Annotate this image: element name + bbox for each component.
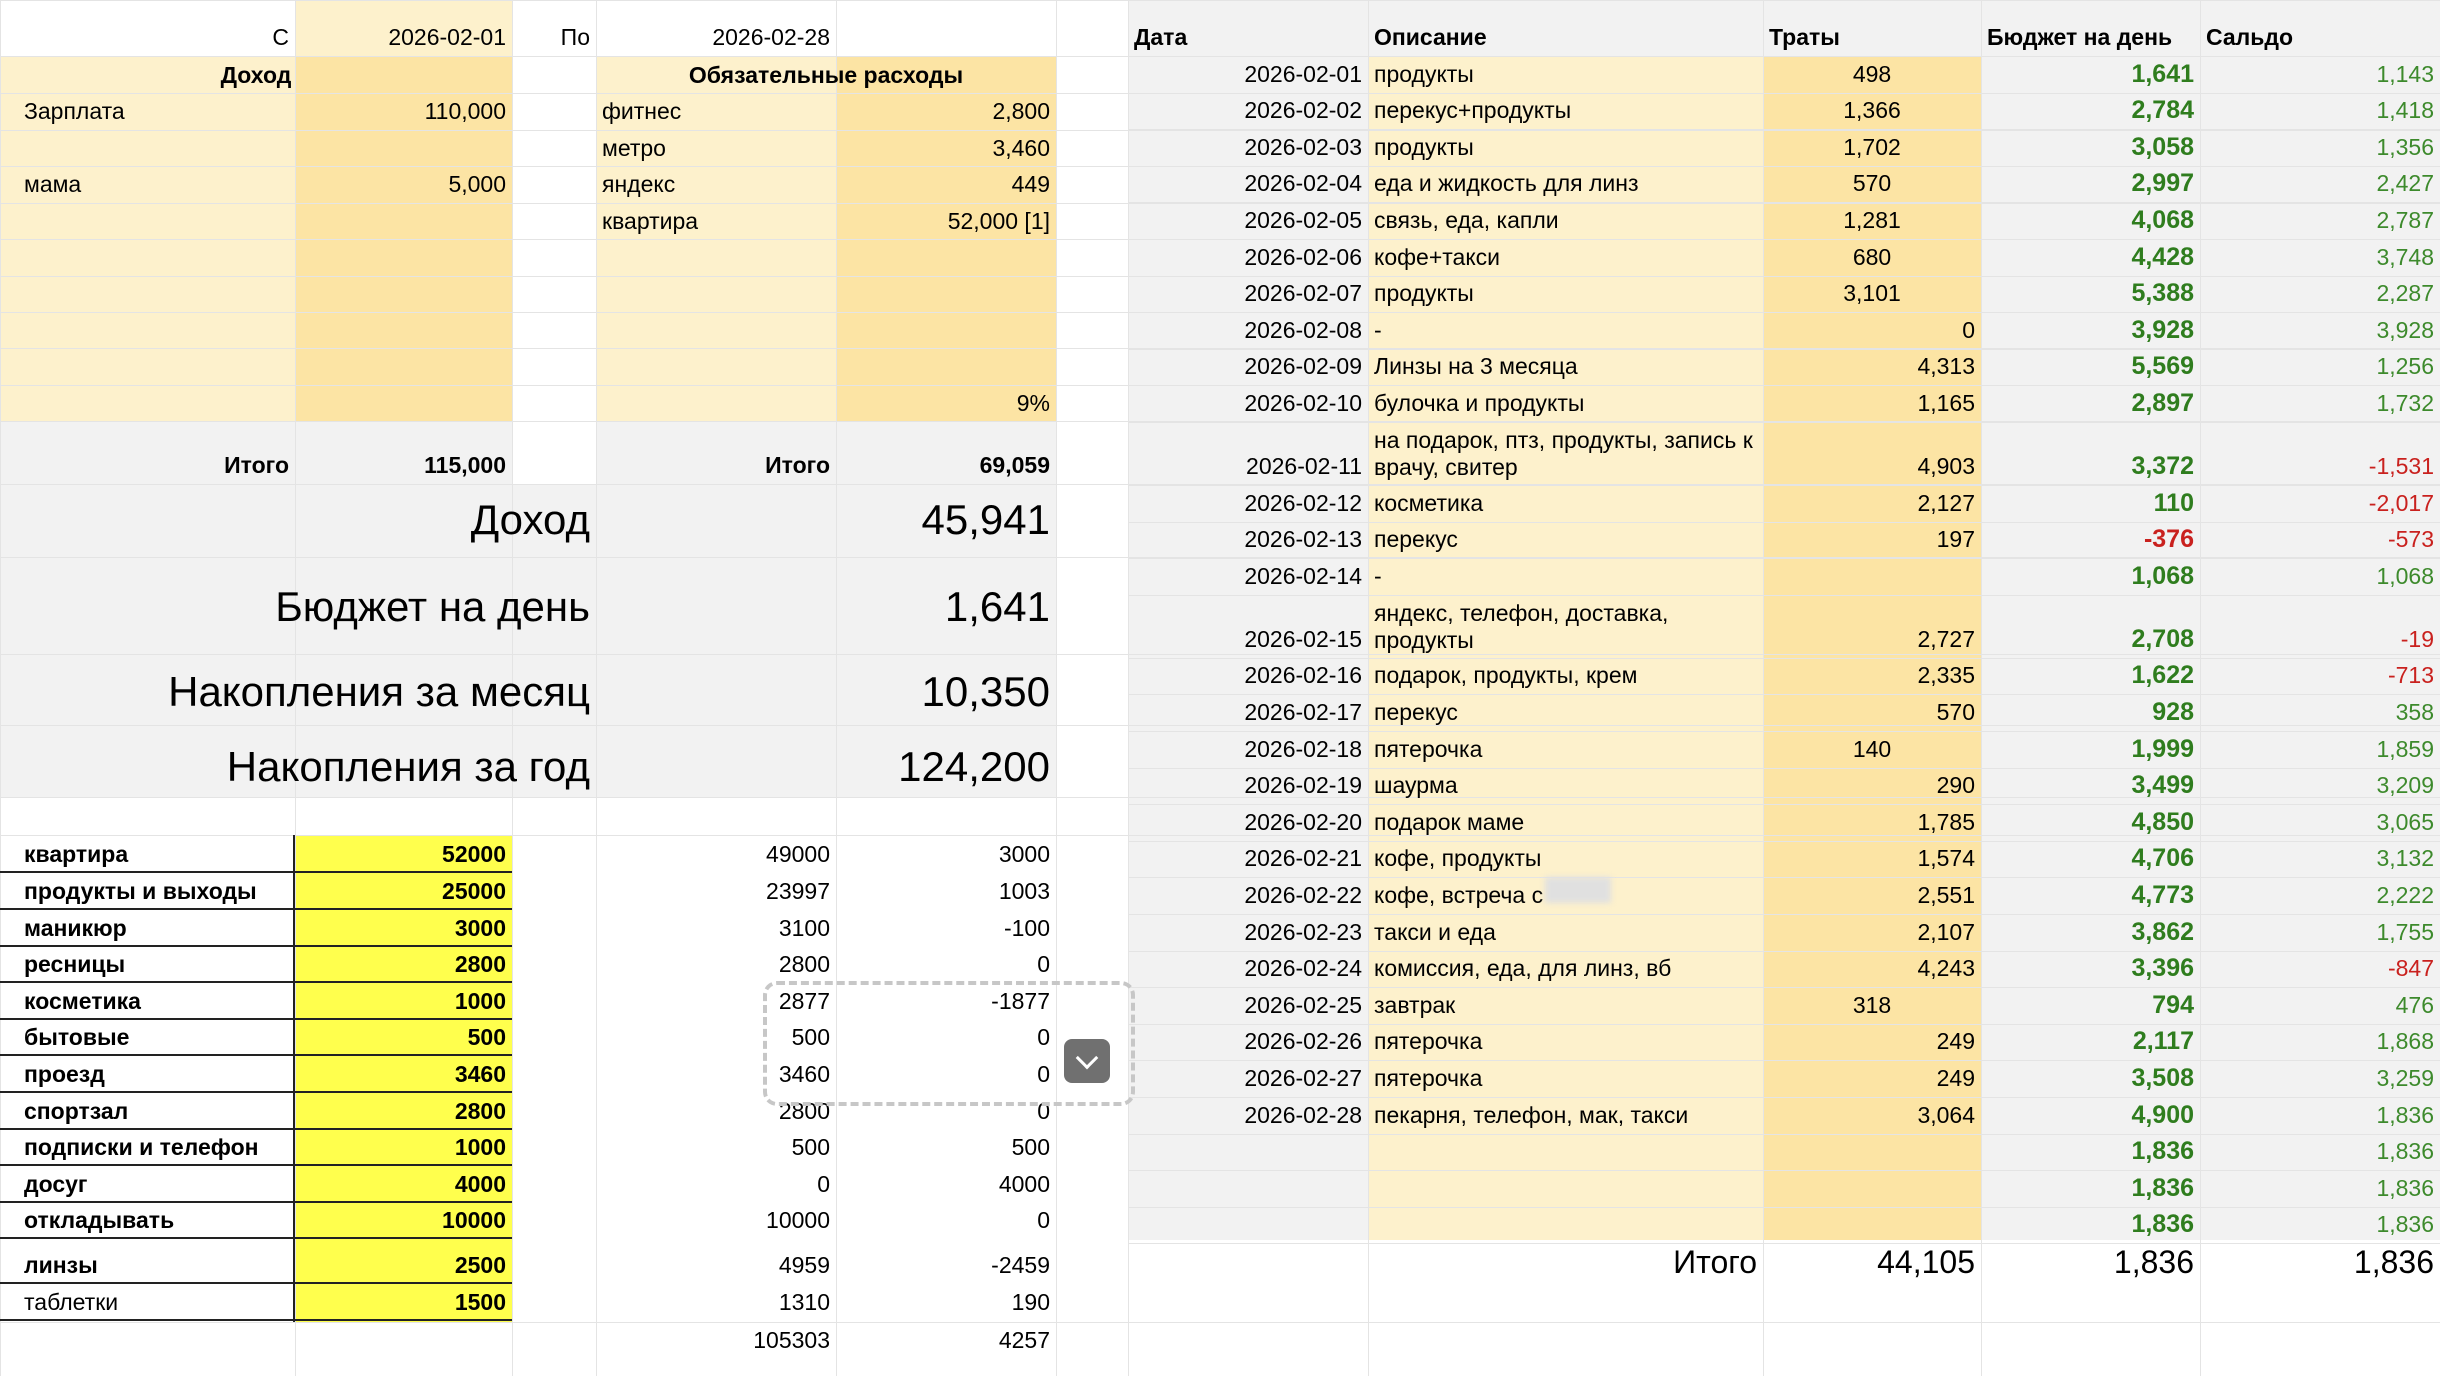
log-balance-cell[interactable]: 2,222 [2376,882,2434,908]
log-budget-cell[interactable]: 2,784 [2131,96,2194,125]
log-date-cell[interactable]: 2026-02-16 [1244,662,1362,689]
log-balance-cell[interactable]: 2,427 [2376,170,2434,197]
category-left-cell[interactable]: -100 [1003,915,1050,941]
log-balance-cell[interactable]: 2,787 [2376,207,2434,233]
log-desc-cell[interactable]: пятерочка [1374,1028,1483,1055]
expenses-percent-cell: 9% [1016,390,1050,416]
log-spent-cell[interactable] [1763,558,1981,594]
log-date-cell[interactable]: 2026-02-23 [1244,918,1362,945]
log-budget-cell[interactable]: 1,836 [2131,1173,2194,1202]
category-spent-cell[interactable]: 10000 [766,1207,830,1233]
log-date-cell[interactable]: 2026-02-25 [1244,991,1362,1018]
category-left-cell[interactable]: 3000 [998,841,1050,867]
category-left-cell[interactable]: 4000 [998,1171,1050,1197]
log-budget-cell[interactable]: 3,396 [2131,954,2194,983]
category-left-cell[interactable]: 500 [1011,1134,1050,1160]
log-budget-cell[interactable]: 4,428 [2131,242,2194,271]
log-date-cell[interactable]: 2026-02-04 [1244,170,1362,197]
income-value-cell[interactable]: 110,000 [424,98,506,124]
category-spent-cell[interactable]: 1310 [778,1289,830,1315]
log-balance-cell[interactable]: 1,356 [2376,133,2434,160]
log-balance-cell[interactable]: -19 [2400,625,2434,652]
category-spent-cell[interactable]: 3460 [778,1061,830,1087]
category-left-cell[interactable]: 1003 [998,878,1050,904]
log-spent-cell[interactable]: 4,903 [1917,453,1975,479]
expense-name-cell[interactable]: метро [602,135,666,161]
log-date-cell[interactable]: 2026-02-15 [1244,625,1362,652]
log-date-cell[interactable]: 2026-02-17 [1244,699,1362,725]
category-budget-cell[interactable]: 3000 [454,915,506,941]
log-desc-cell[interactable]: пятерочка [1374,735,1483,762]
log-budget-cell[interactable]: 3,372 [2131,452,2194,480]
log-date-cell[interactable]: 2026-02-19 [1244,772,1362,799]
log-budget-cell[interactable]: 3,508 [2131,1064,2194,1092]
category-name-cell[interactable]: подписки и телефон [24,1134,259,1160]
log-spent-cell[interactable]: 3,101 [1843,280,1901,307]
log-header-date: Дата [1134,24,1188,50]
log-date-cell[interactable]: 2026-02-09 [1244,353,1362,380]
log-date-cell[interactable] [1128,1170,1368,1206]
log-spent-cell[interactable]: 2,727 [1917,625,1975,652]
summary-label: Бюджет на день [275,583,590,630]
log-spent-cell[interactable]: 140 [1852,735,1892,762]
category-spent-cell[interactable]: 49000 [766,841,830,867]
log-desc-cell[interactable]: булочка и продукты [1374,390,1585,416]
categories-total-spent: 105303 [753,1327,830,1353]
log-spent-cell[interactable]: 1,785 [1917,808,1975,835]
log-total-label: Итого [1673,1244,1757,1280]
log-desc-cell[interactable]: подарок маме [1374,808,1525,835]
income-total-label: Итого [224,452,289,478]
log-balance-cell[interactable]: 1,868 [2376,1028,2434,1055]
category-name-cell[interactable]: продукты и выходы [24,878,257,904]
category-name-cell[interactable]: таблетки [24,1289,119,1315]
log-desc-cell[interactable]: связь, еда, капли [1374,207,1559,233]
log-budget-cell[interactable]: 1,068 [2131,561,2194,590]
log-spent-cell[interactable]: 0 [1962,316,1975,343]
log-spent-cell[interactable]: 4,313 [1917,353,1975,380]
category-name-cell[interactable]: откладывать [24,1207,175,1233]
log-balance-cell[interactable]: 1,143 [2376,60,2434,87]
log-spent-cell[interactable]: 318 [1852,991,1892,1018]
log-desc-cell[interactable]: такси и еда [1374,918,1496,945]
log-date-cell[interactable]: 2026-02-26 [1244,1028,1362,1055]
log-desc-cell[interactable]: продукты [1374,280,1474,307]
log-budget-cell[interactable]: 3,928 [2131,315,2194,344]
log-budget-cell[interactable]: 2,897 [2131,389,2194,417]
from-date-cell[interactable]: 2026-02-01 [388,24,506,50]
log-budget-cell[interactable]: 4,900 [2131,1100,2194,1129]
log-date-cell[interactable] [1128,1206,1368,1242]
dropdown-chevron-icon[interactable] [1064,1039,1110,1083]
log-date-cell[interactable]: 2026-02-18 [1244,735,1362,762]
category-spent-cell[interactable]: 4959 [778,1252,830,1278]
grid-row-line [0,0,2440,1]
log-desc-cell[interactable]: перекус+продукты [1374,97,1572,124]
log-balance-cell[interactable]: 1,836 [2376,1174,2434,1201]
log-spent-cell[interactable]: 1,574 [1917,845,1975,872]
log-spent-cell[interactable]: 4,243 [1917,955,1975,982]
log-balance-cell[interactable]: -2,017 [2368,489,2434,516]
category-spent-cell[interactable]: 2800 [778,951,830,977]
category-budget-cell[interactable]: 1000 [454,1134,506,1160]
log-budget-cell[interactable]: 4,850 [2131,807,2194,836]
log-budget-cell[interactable]: 1,999 [2131,734,2194,763]
category-name-cell[interactable]: спортзал [24,1098,129,1124]
category-spent-cell[interactable]: 0 [817,1171,830,1197]
category-left-cell[interactable]: 190 [1011,1289,1050,1315]
log-header-balance: Сальдо [2206,24,2294,50]
log-desc-cell[interactable]: Линзы на 3 месяца [1374,353,1578,380]
category-budget-cell[interactable]: 500 [467,1024,506,1050]
log-date-cell[interactable]: 2026-02-10 [1244,390,1362,416]
log-desc-cell[interactable]: кофе+такси [1374,243,1500,270]
log-balance-cell[interactable]: 3,259 [2376,1065,2434,1091]
log-budget-cell[interactable]: 1,836 [2131,1210,2194,1239]
log-budget-cell[interactable]: 5,569 [2131,352,2194,381]
income-name-cell[interactable]: Зарплата [24,98,125,124]
log-date-cell[interactable]: 2026-02-03 [1244,133,1362,160]
income-value-cell[interactable]: 5,000 [448,171,506,197]
income-header: Доход [220,62,292,88]
log-spent-cell[interactable]: 249 [1936,1065,1975,1091]
log-balance-cell[interactable]: 1,859 [2376,735,2434,762]
category-name-cell[interactable]: досуг [24,1171,88,1197]
category-budget-cell[interactable]: 2500 [454,1252,506,1278]
category-budget-cell[interactable]: 2800 [454,951,506,977]
category-name-cell[interactable]: ресницы [24,951,126,977]
log-spent-cell[interactable] [1763,1133,1981,1169]
log-balance-cell[interactable]: 1,836 [2376,1138,2434,1165]
category-budget-cell[interactable]: 10000 [442,1207,506,1233]
category-left-cell[interactable]: 0 [1037,1024,1050,1050]
category-left-cell[interactable]: -1877 [991,988,1050,1014]
to-label: По [560,24,590,50]
category-budget-cell[interactable]: 1000 [454,988,506,1014]
income-name-cell[interactable] [18,130,295,166]
log-desc-cell[interactable]: продукты [1374,133,1474,160]
log-date-cell[interactable]: 2026-02-13 [1244,526,1362,553]
expense-value-cell[interactable]: 449 [1011,171,1050,197]
category-left-cell[interactable]: 0 [1037,1098,1050,1124]
log-balance-cell[interactable]: -573 [2387,526,2434,553]
log-budget-cell[interactable]: 3,499 [2131,771,2194,800]
log-date-cell[interactable]: 2026-02-05 [1244,207,1362,233]
log-balance-cell[interactable]: 1,418 [2376,97,2434,124]
category-budget-cell[interactable]: 1500 [454,1289,506,1315]
log-date-cell[interactable]: 2026-02-14 [1244,562,1362,589]
income-name-cell[interactable]: мама [24,171,82,197]
category-name-cell[interactable]: бытовые [24,1024,130,1050]
log-spent-cell[interactable]: 1,702 [1843,133,1901,160]
summary-label: Доход [470,496,590,543]
categories-total-left: 4257 [998,1327,1050,1353]
log-desc-cell[interactable]: косметика [1374,489,1484,516]
log-budget-cell[interactable]: 1,641 [2131,59,2194,88]
grid-row-line [0,1322,2440,1323]
category-left-cell[interactable]: 0 [1037,1207,1050,1233]
log-date-cell[interactable]: 2026-02-01 [1244,60,1362,87]
log-spent-cell[interactable]: 2,335 [1917,662,1975,689]
category-name-cell[interactable]: квартира [24,841,129,867]
log-desc-cell[interactable]: продукты [1374,60,1474,87]
log-balance-cell[interactable]: 1,068 [2376,562,2434,589]
log-budget-cell[interactable]: 4,068 [2131,206,2194,234]
log-desc-cell[interactable]: перекус [1374,699,1458,725]
log-date-cell[interactable] [1128,1133,1368,1169]
log-total-spent: 44,105 [1877,1244,1975,1280]
log-spent-cell[interactable]: 2,551 [1917,882,1975,908]
log-budget-cell[interactable]: 3,058 [2131,132,2194,161]
log-spent-cell[interactable] [1763,1170,1981,1206]
log-desc-cell[interactable]: завтрак [1374,991,1456,1018]
category-name-cell[interactable]: косметика [24,988,141,1014]
expense-name-cell[interactable]: яндекс [602,171,676,197]
expenses-total-value: 69,059 [979,452,1050,478]
log-budget-cell[interactable]: 928 [2152,698,2194,726]
expenses-header: Обязательные расходы [688,62,964,88]
log-spent-cell[interactable]: 2,127 [1917,489,1975,516]
category-name-cell[interactable]: линзы [24,1252,98,1278]
log-header-budget: Бюджет на день [1987,24,2173,50]
log-budget-cell[interactable]: 4,773 [2131,881,2194,909]
category-left-cell[interactable]: 0 [1037,951,1050,977]
log-desc-cell[interactable]: комиссия, еда, для линз, вб [1374,955,1672,982]
category-spent-cell[interactable]: 23997 [766,878,830,904]
log-date-cell[interactable]: 2026-02-20 [1244,808,1362,835]
log-date-cell[interactable]: 2026-02-07 [1244,280,1362,307]
log-desc-cell[interactable]: подарок, продукты, крем [1374,662,1638,689]
log-balance-cell[interactable]: 2,287 [2376,280,2434,307]
category-name-cell[interactable]: проезд [24,1061,105,1087]
log-desc-cell[interactable]: шаурма [1374,772,1458,799]
log-balance-cell[interactable]: 1,755 [2376,918,2434,945]
log-desc-cell[interactable]: кофе, продукты [1374,845,1542,872]
log-spent-cell[interactable]: 1,165 [1917,390,1975,416]
category-budget-cell[interactable]: 2800 [454,1098,506,1124]
category-name-cell[interactable]: маникюр [24,915,127,941]
log-budget-cell[interactable]: 4,706 [2131,844,2194,873]
log-desc-cell[interactable]: - [1374,562,1382,589]
summary-label: Накопления за год [226,743,590,790]
category-spent-cell[interactable]: 2877 [778,988,830,1014]
log-date-cell[interactable]: 2026-02-12 [1244,489,1362,516]
to-date-cell[interactable]: 2026-02-28 [712,24,830,50]
redacted-name [1545,877,1611,903]
log-budget-cell[interactable]: 794 [2152,990,2194,1019]
log-desc-cell[interactable]: на подарок, птз, продукты, запись к врачу, свитер [1374,427,1753,480]
category-spent-cell[interactable]: 3100 [778,915,830,941]
log-spent-cell[interactable]: 1,281 [1843,207,1901,233]
category-budget-cell[interactable]: 25000 [442,878,506,904]
log-header-spent: Траты [1769,24,1840,50]
category-budget-cell[interactable]: 3460 [454,1061,506,1087]
log-desc-cell[interactable]: пекарня, телефон, мак, такси [1374,1101,1689,1128]
log-budget-cell[interactable]: 5,388 [2131,279,2194,308]
log-balance-cell[interactable]: 3,928 [2376,316,2434,343]
category-spent-cell[interactable]: 500 [791,1024,830,1050]
log-balance-cell[interactable]: 3,748 [2376,243,2434,270]
log-budget-cell[interactable]: 3,862 [2131,917,2194,946]
expense-name-cell[interactable]: квартира [602,208,699,234]
log-balance-cell[interactable]: -713 [2387,662,2434,689]
log-balance-cell[interactable]: 3,209 [2376,772,2434,799]
log-budget-cell[interactable]: 1,622 [2131,661,2194,690]
log-date-cell[interactable]: 2026-02-22 [1244,882,1362,908]
category-left-cell[interactable]: -2459 [991,1252,1050,1278]
log-balance-cell[interactable]: -1,531 [2368,453,2434,479]
log-desc-cell[interactable]: - [1374,316,1382,343]
log-spent-cell[interactable]: 290 [1936,772,1975,799]
log-date-cell[interactable]: 2026-02-11 [1246,453,1362,479]
log-spent-cell[interactable]: 249 [1936,1028,1975,1055]
category-spent-cell[interactable]: 500 [791,1134,830,1160]
log-date-cell[interactable]: 2026-02-08 [1244,316,1362,343]
log-balance-cell[interactable]: 3,132 [2376,845,2434,872]
grid-row-line [1128,595,2440,596]
income-total-value: 115,000 [424,452,506,478]
log-desc-cell[interactable]: кофе, встреча с [1374,882,1544,908]
expense-value-cell[interactable]: 3,460 [992,135,1050,161]
log-balance-cell[interactable]: 1,836 [2376,1211,2434,1238]
log-balance-cell[interactable]: 476 [2395,991,2434,1018]
expense-value-cell[interactable]: 2,800 [992,98,1050,124]
log-spent-cell[interactable]: 3,064 [1917,1101,1975,1128]
log-budget-cell[interactable]: 2,708 [2131,624,2194,653]
income-value-cell[interactable] [295,130,512,166]
log-desc-cell[interactable] [1368,1133,1763,1169]
category-budget-cell[interactable]: 4000 [454,1171,506,1197]
log-date-cell[interactable]: 2026-02-27 [1244,1065,1362,1091]
log-balance-cell[interactable]: 1,256 [2376,353,2434,380]
log-date-cell[interactable]: 2026-02-21 [1244,845,1362,872]
log-balance-cell[interactable]: 3,065 [2376,808,2434,835]
log-date-cell[interactable]: 2026-02-06 [1244,243,1362,270]
log-budget-cell[interactable]: 2,997 [2131,169,2194,198]
grid-col-line [1056,0,1057,1376]
log-spent-cell[interactable]: 498 [1852,60,1892,87]
log-date-cell[interactable]: 2026-02-02 [1244,97,1362,124]
summary-label: Накопления за месяц [168,668,590,715]
log-desc-cell[interactable] [1368,1170,1763,1206]
expense-name-cell[interactable]: фитнес [602,98,682,124]
log-desc-cell[interactable]: перекус [1374,526,1458,553]
log-balance-cell[interactable]: 1,732 [2376,390,2434,416]
from-label: С [272,24,289,50]
log-budget-cell[interactable]: 110 [2153,488,2194,517]
expenses-total-label: Итого [765,452,830,478]
log-spent-cell[interactable]: 197 [1936,526,1975,553]
log-total-budget: 1,836 [2113,1244,2194,1280]
summary-value: 124,200 [898,743,1050,790]
log-balance-cell[interactable]: 1,836 [2376,1101,2434,1128]
category-left-cell[interactable]: 0 [1037,1061,1050,1087]
log-spent-cell[interactable]: 2,107 [1917,918,1975,945]
expense-value-cell[interactable]: 52,000 [1] [947,208,1050,234]
log-balance-cell[interactable]: 358 [2395,699,2434,725]
summary-value: 1,641 [944,583,1050,630]
log-budget-cell[interactable]: -376 [2143,525,2194,554]
category-budget-cell[interactable]: 52000 [442,841,506,867]
log-balance-cell[interactable]: -847 [2387,955,2434,982]
log-date-cell[interactable]: 2026-02-28 [1244,1101,1362,1128]
log-budget-cell[interactable]: 2,117 [2132,1027,2194,1056]
log-budget-cell[interactable]: 1,836 [2131,1137,2194,1166]
log-spent-cell[interactable]: 1,366 [1843,97,1901,124]
log-desc-cell[interactable]: яндекс, телефон, доставка, продукты [1374,599,1669,653]
log-spent-cell[interactable]: 570 [1936,699,1975,725]
log-total-balance: 1,836 [2353,1244,2434,1280]
log-date-cell[interactable]: 2026-02-24 [1244,955,1362,982]
log-desc-cell[interactable]: пятерочка [1374,1065,1483,1091]
log-spent-cell[interactable]: 680 [1852,243,1892,270]
log-spent-cell[interactable]: 570 [1852,170,1892,197]
category-spent-cell[interactable]: 2800 [778,1098,830,1124]
summary-value: 10,350 [921,668,1050,715]
log-desc-cell[interactable]: еда и жидкость для линз [1374,170,1639,197]
log-header-desc: Описание [1374,24,1487,50]
grid-row-line [1128,422,2440,423]
summary-value: 45,941 [921,496,1050,543]
